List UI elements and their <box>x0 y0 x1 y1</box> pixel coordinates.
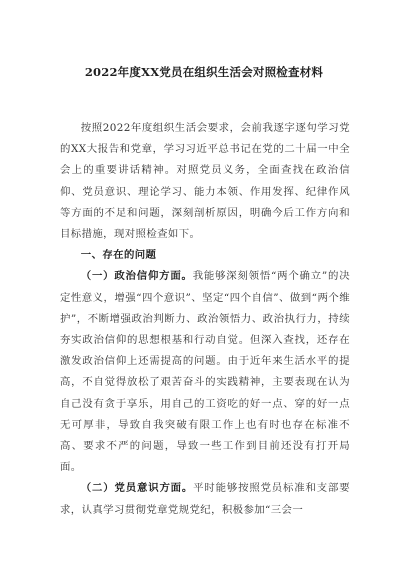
section-heading-problems: 一、存在的问题 <box>80 249 157 262</box>
intro-paragraph: 按照2022年度组织生活会要求，会前我逐字逐句学习党的XX大报告和党章，学习习近平总书记在党的二十届一中全会上的重要讲话精神。对照党员义务，全面查找在政治信仰、党员意识、理论学习、能力本领、作用发挥、纪律作风等方面的不足和问题，深刻剖析原因，明确今后工作方向和目标措施，现对照检查如下。 <box>60 122 350 241</box>
paragraph-text-party-awareness: 平时能够按照党员标准和支部要求，认真学习贯彻党章党规党纪，积极参加“三会一 <box>60 482 350 516</box>
paragraph-text-political-belief: 我能够深刻领悟“两个确立”的决定性意义，增强“四个意识”、坚定“四个自信”、做到“两个维护”，不断增强政治判断力、政治领悟力、政治执行力，持续夯实政治信仰的思想根基和行动自觉。但深入查找，还存在激发政治信仰上还需提高的问题。由于近年来生活水平的提高，不自觉得放松了艰苦奋斗的实践精神，主要表现在认为自己没有贪于享乐，用自己的工资吃的好一点、穿的好一点无可厚非，导致自我突破有限工作上也有时也存在标准不高、要求不严的问题，导致一些工作到目前还没有打开局面。 <box>60 270 351 474</box>
document-body <box>60 118 350 521</box>
paragraph-political-belief <box>60 266 350 478</box>
document-title: 2022年度XX党员在组织生活会对照检查材料 <box>84 65 324 79</box>
paragraph-lead-party-awareness: （二）党员意识方面。 <box>80 482 194 495</box>
paragraph-party-awareness <box>60 478 350 520</box>
paragraph-lead-political-belief: （一）政治信仰方面。 <box>80 270 193 283</box>
